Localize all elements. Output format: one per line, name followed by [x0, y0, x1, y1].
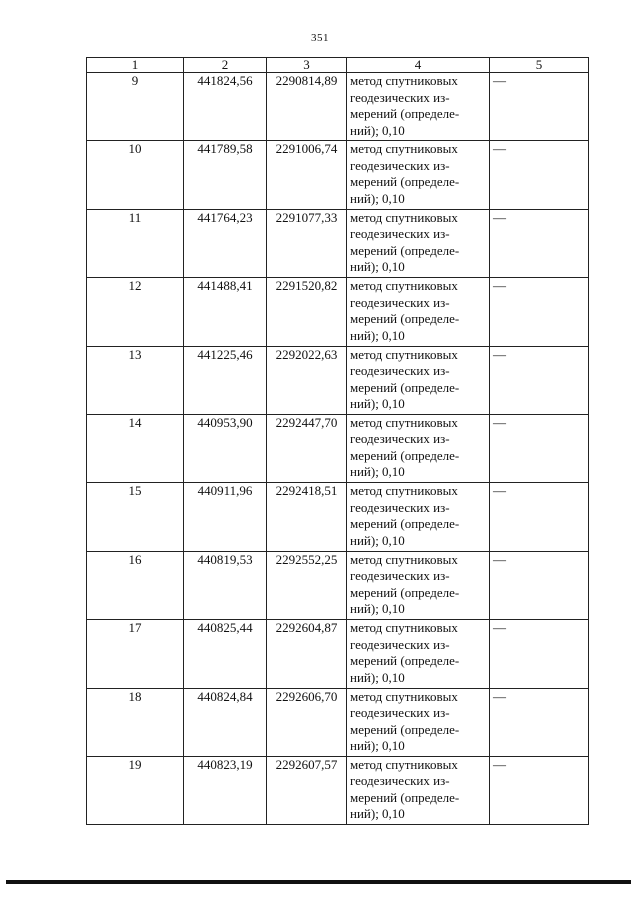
method-line: геодезических из- [350, 89, 450, 105]
x-coordinate-cell: 440825,44 [184, 620, 267, 688]
method-line: мерений (определе- [350, 447, 460, 463]
point-number-cell: 13 [87, 346, 184, 414]
method-line: мерений (определе- [350, 174, 460, 190]
x-coordinate-cell: 440953,90 [184, 414, 267, 482]
coordinates-table [86, 57, 589, 825]
method-line: ний); 0,10 [350, 396, 405, 412]
column-header-1: 1 [87, 58, 184, 73]
note-cell: — [490, 688, 589, 756]
method-cell [347, 688, 490, 756]
x-coordinate-cell: 440911,96 [184, 483, 267, 551]
method-cell [347, 278, 490, 346]
table-row [87, 141, 589, 209]
y-coordinate-cell: 2291006,74 [267, 141, 347, 209]
column-header-2: 2 [184, 58, 267, 73]
method-line: метод спутниковых [350, 756, 458, 772]
method-line: метод спутниковых [350, 688, 458, 704]
method-line: мерений (определе- [350, 242, 460, 258]
method-line: метод спутниковых [350, 483, 458, 499]
note-cell: — [490, 620, 589, 688]
method-line: ний); 0,10 [350, 464, 405, 480]
method-line: мерений (определе- [350, 106, 460, 121]
method-line: мерений (определе- [350, 653, 460, 669]
method-line: геодезических из- [350, 226, 450, 242]
y-coordinate-cell: 2291077,33 [267, 209, 347, 277]
point-number-cell: 14 [87, 414, 184, 482]
method-line: метод спутниковых [350, 73, 458, 88]
table-header-row [87, 58, 589, 73]
note-cell: — [490, 73, 589, 141]
method-line: геодезических из- [350, 294, 450, 310]
method-line: ний); 0,10 [350, 669, 405, 685]
point-number-cell: 18 [87, 688, 184, 756]
point-number-cell: 19 [87, 756, 184, 824]
x-coordinate-cell: 440824,84 [184, 688, 267, 756]
y-coordinate-cell: 2292606,70 [267, 688, 347, 756]
x-coordinate-cell: 441225,46 [184, 346, 267, 414]
point-number-cell: 15 [87, 483, 184, 551]
note-cell: — [490, 278, 589, 346]
note-cell: — [490, 756, 589, 824]
table-row [87, 346, 589, 414]
method-line: геодезических из- [350, 363, 450, 379]
method-line: метод спутниковых [350, 141, 458, 157]
method-line: геодезических из- [350, 636, 450, 652]
column-header-3: 3 [267, 58, 347, 73]
method-line: геодезических из- [350, 499, 450, 515]
method-line: ний); 0,10 [350, 190, 405, 206]
point-number-cell: 17 [87, 620, 184, 688]
table-body [87, 73, 589, 825]
method-line: мерений (определе- [350, 516, 460, 532]
note-cell: — [490, 483, 589, 551]
column-header-5: 5 [490, 58, 589, 73]
method-line: ний); 0,10 [350, 601, 405, 617]
table-row [87, 73, 589, 141]
table-row [87, 209, 589, 277]
method-line: мерений (определе- [350, 789, 460, 805]
method-line: метод спутниковых [350, 278, 458, 294]
y-coordinate-cell: 2290814,89 [267, 73, 347, 141]
column-header-4: 4 [347, 58, 490, 73]
method-line: ний); 0,10 [350, 806, 405, 822]
y-coordinate-cell: 2292604,87 [267, 620, 347, 688]
method-line: мерений (определе- [350, 584, 460, 600]
table-row [87, 551, 589, 619]
y-coordinate-cell: 2292418,51 [267, 483, 347, 551]
y-coordinate-cell: 2292447,70 [267, 414, 347, 482]
method-line: метод спутниковых [350, 209, 458, 225]
table-row [87, 688, 589, 756]
method-cell [347, 346, 490, 414]
bottom-rule [6, 880, 631, 884]
note-cell: — [490, 141, 589, 209]
method-line: мерений (определе- [350, 311, 460, 327]
method-cell [347, 141, 490, 209]
point-number-cell: 9 [87, 73, 184, 141]
page-number: 351 [311, 32, 329, 44]
table-row [87, 756, 589, 824]
method-cell [347, 620, 490, 688]
point-number-cell: 16 [87, 551, 184, 619]
method-line: метод спутниковых [350, 346, 458, 362]
x-coordinate-cell: 441824,56 [184, 73, 267, 141]
table-row [87, 483, 589, 551]
method-line: мерений (определе- [350, 721, 460, 737]
table-row [87, 278, 589, 346]
method-line: метод спутниковых [350, 620, 458, 636]
method-cell [347, 209, 490, 277]
table-row [87, 620, 589, 688]
note-cell: — [490, 551, 589, 619]
x-coordinate-cell: 440823,19 [184, 756, 267, 824]
point-number-cell: 12 [87, 278, 184, 346]
x-coordinate-cell: 440819,53 [184, 551, 267, 619]
method-line: геодезических из- [350, 157, 450, 173]
method-line: мерений (определе- [350, 379, 460, 395]
method-line: геодезических из- [350, 431, 450, 447]
note-cell: — [490, 209, 589, 277]
method-line: ний); 0,10 [350, 122, 405, 138]
y-coordinate-cell: 2292552,25 [267, 551, 347, 619]
method-line: ний); 0,10 [350, 259, 405, 275]
point-number-cell: 11 [87, 209, 184, 277]
method-line: ний); 0,10 [350, 738, 405, 754]
method-line: метод спутниковых [350, 414, 458, 430]
y-coordinate-cell: 2292022,63 [267, 346, 347, 414]
y-coordinate-cell: 2292607,57 [267, 756, 347, 824]
x-coordinate-cell: 441488,41 [184, 278, 267, 346]
method-line: ний); 0,10 [350, 327, 405, 343]
method-line: геодезических из- [350, 773, 450, 789]
method-cell [347, 73, 490, 141]
note-cell: — [490, 346, 589, 414]
table-row [87, 414, 589, 482]
method-cell [347, 756, 490, 824]
point-number-cell: 10 [87, 141, 184, 209]
method-cell [347, 414, 490, 482]
method-cell [347, 551, 490, 619]
method-line: ний); 0,10 [350, 532, 405, 548]
y-coordinate-cell: 2291520,82 [267, 278, 347, 346]
method-line: геодезических из- [350, 568, 450, 584]
note-cell: — [490, 414, 589, 482]
method-cell [347, 483, 490, 551]
method-line: метод спутниковых [350, 551, 458, 567]
x-coordinate-cell: 441764,23 [184, 209, 267, 277]
x-coordinate-cell: 441789,58 [184, 141, 267, 209]
method-line: геодезических из- [350, 705, 450, 721]
